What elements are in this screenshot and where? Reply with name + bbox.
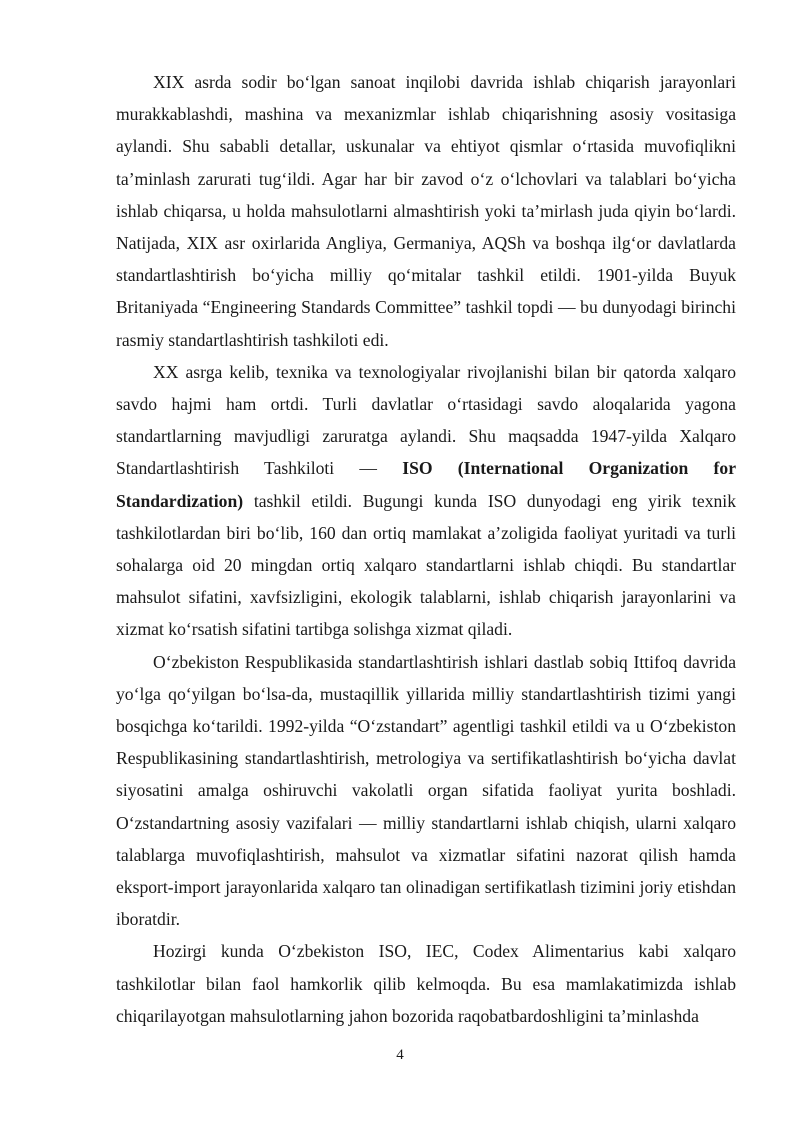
paragraph-cooperation: Hozirgi kunda O‘zbekiston ISO, IEC, Codex Alimentarius kabi xalqaro tashkilotlar bilan faol hamkorlik qilib kelmoqda. Bu esa mamlakatimizda ishlab chiqarilayotgan mahsulotlarning jahon bozorida raqobatbardoshligini ta’minlashda [116, 941, 736, 1026]
paragraph-uzstandart: O‘zbekiston Respublikasida standartlashtirish ishlari dastlab sobiq Ittifoq davrida yo‘lga qo‘yilgan bo‘lsa-da, mustaqillik yillarida milliy standartlashtirish tizimi yangi bosqichga ko‘tarildi. 1992-yilda “O‘zstandart” agentligi tashkil etildi va u O‘zbekiston Respublikasining standartlashtirish, metrologiya va sertifikatlashtirish bo‘yicha davlat siyosatini amalga oshiruvchi vakolatli organ sifatida faoliyat yurita boshladi. O‘zstandartning asosiy vazifalari — milliy standartlarni ishlab chiqish, ularni xalqaro talablarga muvofiqlashtirish, mahsulot va xizmatlar sifatini nazorat qilish hamda eksport-import jarayonlarida xalqaro tan olinadigan sertifikatlash tizimini joriy etishdan iboratdir. [116, 651, 736, 930]
paragraph-industrial-revolution: XIX asrda sodir bo‘lgan sanoat inqilobi davrida ishlab chiqarish jarayonlari murakkablashdi, mashina va mexanizmlar ishlab chiqarishning asosiy vositasiga aylandi. Shu sababli detallar, uskunalar va ehtiyot qismlar o‘rtasida muvofiqlikni ta’minlash zarurati tug‘ildi. Agar har bir zavod o‘z o‘lchovlari va talablari bo‘yicha ishlab chiqarsa, u holda mahsulotlarni almashtirish yoki ta’mirlash juda qiyin bo‘lardi. Natijada, XIX asr oxirlarida Angliya, Germaniya, AQSh va boshqa ilg‘or davlatlarda standartlashtirish bo‘yicha milliy qo‘mitalar tashkil etildi. 1901-yilda Buyuk Britaniyada “Engineering Standards Committee” tashkil topdi — bu dunyodagi birinchi rasmiy standartlashtirish tashkiloti edi. [116, 72, 736, 350]
body-text [116, 66, 736, 1032]
paragraph-iso-before: XX asrga kelib, texnika va texnologiyalar rivojlanishi bilan bir qatorda xalqaro savdo hajmi ham ortdi. Turli davlatlar o‘rtasidagi savdo aloqalarida yagona standartlarning mavjudligi zaruratga aylandi. Shu maqsadda 1947-yilda Xalqaro Standartlashtirish Tashkiloti — [116, 361, 736, 479]
iso-full-name: ISO (International Organization for Standardization) [116, 458, 736, 511]
paragraph-iso [116, 356, 736, 646]
page-number: 4 [396, 1047, 404, 1063]
paragraph-iso-after: tashkil etildi. Bugungi kunda ISO dunyodagi eng yirik texnik tashkilotlardan biri bo‘lib, 160 dan ortiq mamlakat a’zoligida faoliyat yuritadi va turli sohalarga oid 20 mingdan ortiq xalqaro standartlarni ishlab chiqdi. Bu standartlar mahsulot sifatini, xavfsizligini, ekologik talablarni, ishlab chiqarish jarayonlarini va xizmat ko‘rsatish sifatini tartibga solishga xizmat qiladi. [116, 490, 736, 640]
